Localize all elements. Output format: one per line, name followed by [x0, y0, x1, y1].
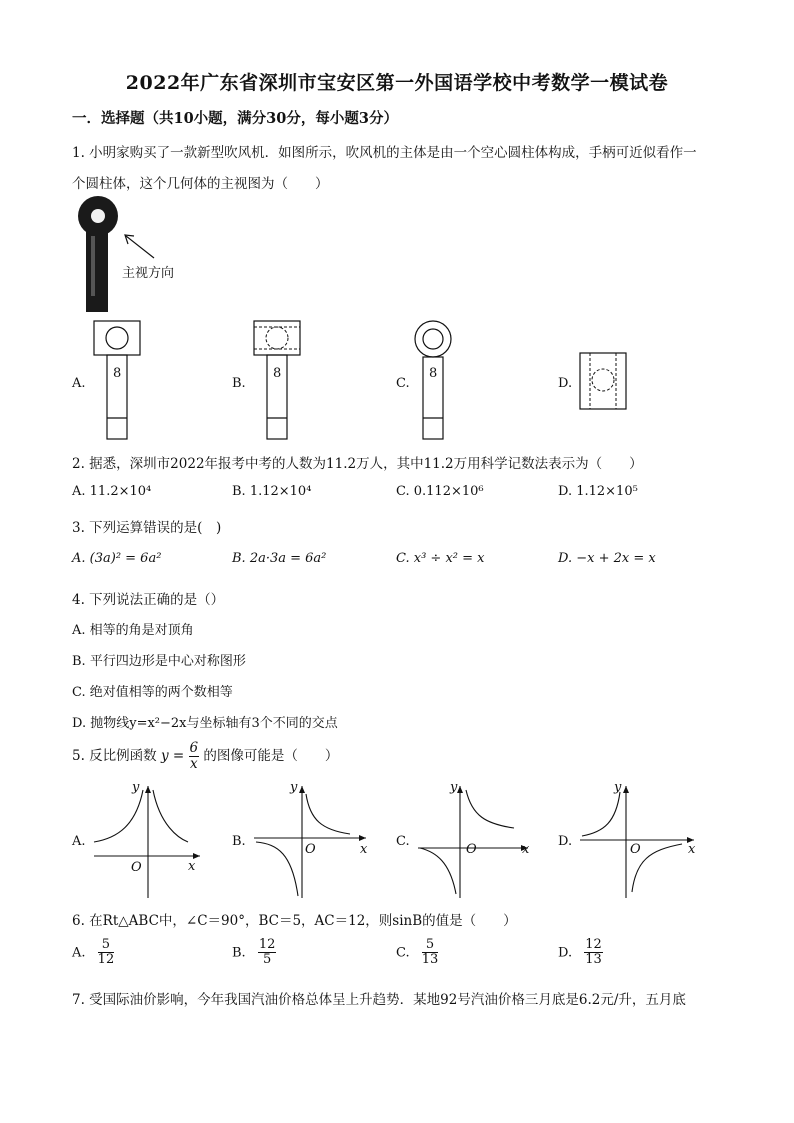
q6-option-a-den: 12 — [97, 952, 115, 968]
q1-option-a-figure — [90, 318, 150, 444]
q6-option-a — [72, 938, 114, 968]
q5-option-d-graph — [576, 780, 700, 902]
q5-d-origin: O — [630, 842, 641, 857]
q1-option-c-figure — [410, 318, 460, 444]
q5-b-origin: O — [305, 842, 316, 857]
q2-stem: 2. 据悉，深圳市2022年报考中考的人数为11.2万人，其中11.2万用科学记数法表示为（ ） — [72, 456, 643, 472]
q6-stem: 6. 在Rt△ABC中，∠C＝90°，BC＝5，AC＝12，则sinB的值是（ ） — [72, 913, 517, 929]
q1-option-d-figure — [576, 350, 630, 412]
q6-option-b-num: 12 — [258, 937, 276, 952]
q3-option-c: C. x³ ÷ x² = x — [396, 551, 485, 566]
q6-option-d-fraction — [584, 938, 603, 968]
q5-fraction — [189, 741, 200, 772]
q6-option-b-fraction — [258, 938, 277, 968]
q1-line2: 个圆柱体，这个几何体的主视图为（ ） — [72, 176, 329, 192]
q5-a-x-label: x — [188, 859, 196, 874]
q5-a-origin: O — [131, 860, 142, 875]
q6-option-b-label: B. — [232, 945, 246, 961]
q6-option-b-den: 5 — [262, 952, 272, 968]
q1-option-b-digit: 8 — [273, 366, 282, 381]
q1-line1: 1. 小明家购买了一款新型吹风机．如图所示，吹风机的主体是由一个空心圆柱体构成，手柄可近似看作一 — [72, 145, 697, 161]
q5-stem-post: 的图像可能是（ ） — [203, 747, 339, 764]
q6-option-c-label: C. — [396, 945, 410, 961]
q5-c-x-label: x — [522, 842, 530, 857]
q2-option-a: A. 11.2×10⁴ — [72, 484, 152, 499]
q6-option-d-label: D. — [558, 945, 573, 961]
q5-option-c-label: C. — [396, 834, 410, 849]
q6-option-a-label: A. — [72, 945, 86, 961]
q5-option-b-label: B. — [232, 834, 246, 849]
q1-option-b-figure — [250, 318, 310, 444]
q5-option-c-graph — [414, 780, 536, 902]
q2-option-b: B. 1.12×10⁴ — [232, 484, 312, 499]
q5-option-d-label: D. — [558, 834, 573, 849]
q1-option-d-label: D. — [558, 376, 573, 391]
q6-option-c-num: 5 — [422, 938, 439, 953]
q4-option-b: B. 平行四边形是中心对称图形 — [72, 654, 246, 669]
q1-option-a-digit: 8 — [113, 366, 122, 381]
q5-fraction-num: 6 — [189, 740, 199, 756]
q5-b-y-label: y — [290, 780, 298, 795]
q6-option-d — [558, 938, 603, 968]
q1-option-c-digit: 8 — [429, 366, 438, 381]
q1-option-b-label: B. — [232, 376, 246, 391]
q5-stem-pre: 5. 反比例函数 — [72, 747, 157, 764]
q1-option-c-label: C. — [396, 376, 410, 391]
q1-option-a-label: A. — [72, 376, 86, 391]
q2-option-c: C. 0.112×10⁶ — [396, 484, 484, 499]
q6-option-d-den: 13 — [585, 952, 602, 968]
q4-option-c: C. 绝对值相等的两个数相等 — [72, 685, 233, 700]
q3-option-d: D. −x + 2x = x — [558, 551, 656, 566]
q5-option-b-graph — [250, 780, 372, 902]
q5-fraction-den: x — [189, 755, 198, 772]
q5-c-origin: O — [466, 842, 477, 857]
q6-option-d-num: 12 — [585, 937, 602, 952]
q2-option-d: D. 1.12×10⁵ — [558, 484, 638, 499]
q5-option-a-label: A. — [72, 834, 86, 849]
q6-option-c-den: 13 — [421, 952, 439, 968]
q5-stem-y: y = — [160, 747, 185, 764]
q5-a-y-label: y — [132, 780, 140, 795]
q3-option-b: B. 2a·3a = 6a² — [232, 551, 327, 566]
q5-option-a-graph — [88, 780, 208, 902]
hair-dryer-photo — [66, 196, 196, 314]
q6-option-b — [232, 938, 276, 968]
q4-stem: 4. 下列说法正确的是（） — [72, 592, 225, 608]
q6-option-a-num: 5 — [98, 938, 115, 953]
q7-stem: 7. 受国际油价影响，今年我国汽油价格总体呈上升趋势．某地92号汽油价格三月底是6.2元/升，五月底 — [72, 992, 686, 1008]
q4-option-a: A. 相等的角是对顶角 — [72, 623, 194, 638]
q5-stem — [72, 741, 338, 772]
q5-d-x-label: x — [688, 842, 696, 857]
arrow-label: 主视方向 — [122, 266, 175, 281]
q5-d-y-label: y — [614, 780, 622, 795]
page-title: 2022年广东省深圳市宝安区第一外国语学校中考数学一模试卷 — [125, 72, 669, 94]
q6-option-c — [396, 938, 438, 968]
q4-option-d: D. 抛物线y=x²−2x与坐标轴有3个不同的交点 — [72, 716, 338, 731]
q5-c-y-label: y — [450, 780, 458, 795]
section-heading: 一．选择题（共10小题，满分30分，每小题3分） — [72, 110, 398, 127]
q3-option-a: A. (3a)² = 6a² — [72, 551, 162, 566]
q6-option-a-fraction — [98, 938, 115, 968]
q3-stem: 3. 下列运算错误的是( ) — [72, 520, 222, 536]
q5-b-x-label: x — [360, 842, 368, 857]
q6-option-c-fraction — [422, 938, 439, 968]
